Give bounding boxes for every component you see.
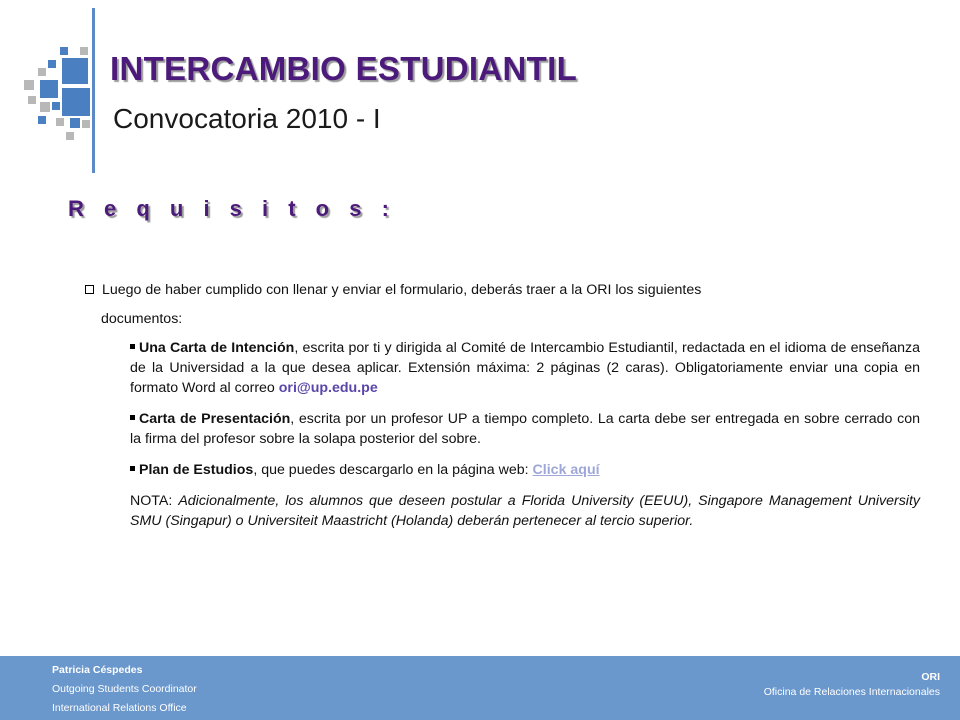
square-bullet-icon (130, 415, 135, 420)
decorative-squares-logo (0, 0, 100, 180)
square-bullet-icon (130, 466, 135, 471)
checkbox-bullet-icon (85, 285, 94, 294)
footer-org-long: Oficina de Relaciones Internacionales (763, 686, 940, 698)
item-text: , escrita por un profesor UP a tiempo completo. La carta debe ser entregada en sobre cerrado con la firma del profesor sobre la solapa posterior del sobre. (130, 411, 920, 447)
list-item (130, 409, 920, 449)
footer-org-short: ORI (921, 671, 940, 683)
note-paragraph (130, 491, 920, 531)
item-title: Una Carta de Intención (139, 340, 295, 356)
item-text: , que puedes descargarlo en la página web: (253, 462, 533, 478)
list-item (130, 460, 920, 480)
footer-org (764, 670, 940, 700)
note-text: Adicionalmente, los alumnos que deseen postular a Florida University (EEUU), Singapore Management University SMU (Singapur) o Universiteit Maastricht (Holanda) deberán pertenecer al tercio superior. (130, 493, 920, 529)
intro-line-1: Luego de haber cumplido con llenar y enviar el formulario, deberás traer a la ORI los siguientes (102, 282, 702, 298)
item-title: Carta de Presentación (139, 411, 291, 427)
item-title: Plan de Estudios (139, 462, 254, 478)
footer-name: Patricia Céspedes (52, 664, 143, 676)
page-title: INTERCAMBIO ESTUDIANTIL (110, 50, 578, 87)
footer-role: Outgoing Students Coordinator (52, 683, 197, 695)
footer-contact (52, 661, 197, 718)
page-subtitle: Convocatoria 2010 - I (113, 103, 381, 134)
intro-line-2: documentos: (101, 311, 183, 327)
section-heading: R e q u i s i t o s : (68, 196, 396, 221)
intro-paragraph (85, 276, 875, 334)
note-label: NOTA: (130, 493, 179, 509)
footer-bar (0, 656, 960, 720)
study-plan-link[interactable]: Click aquí (532, 462, 600, 478)
requirements-list (130, 338, 920, 542)
list-item (130, 338, 920, 398)
square-bullet-icon (130, 344, 135, 349)
email-address: ori@up.edu.pe (278, 380, 378, 396)
footer-office: International Relations Office (52, 702, 187, 714)
item-text: , escrita por ti y dirigida al Comité de Intercambio Estudiantil, redactada en el idioma de enseñanza de la Universidad a la que desea aplicar. Extensión máxima: 2 páginas (2 caras). Obligatoriamente enviar una copia en formato Word al correo (130, 340, 920, 396)
